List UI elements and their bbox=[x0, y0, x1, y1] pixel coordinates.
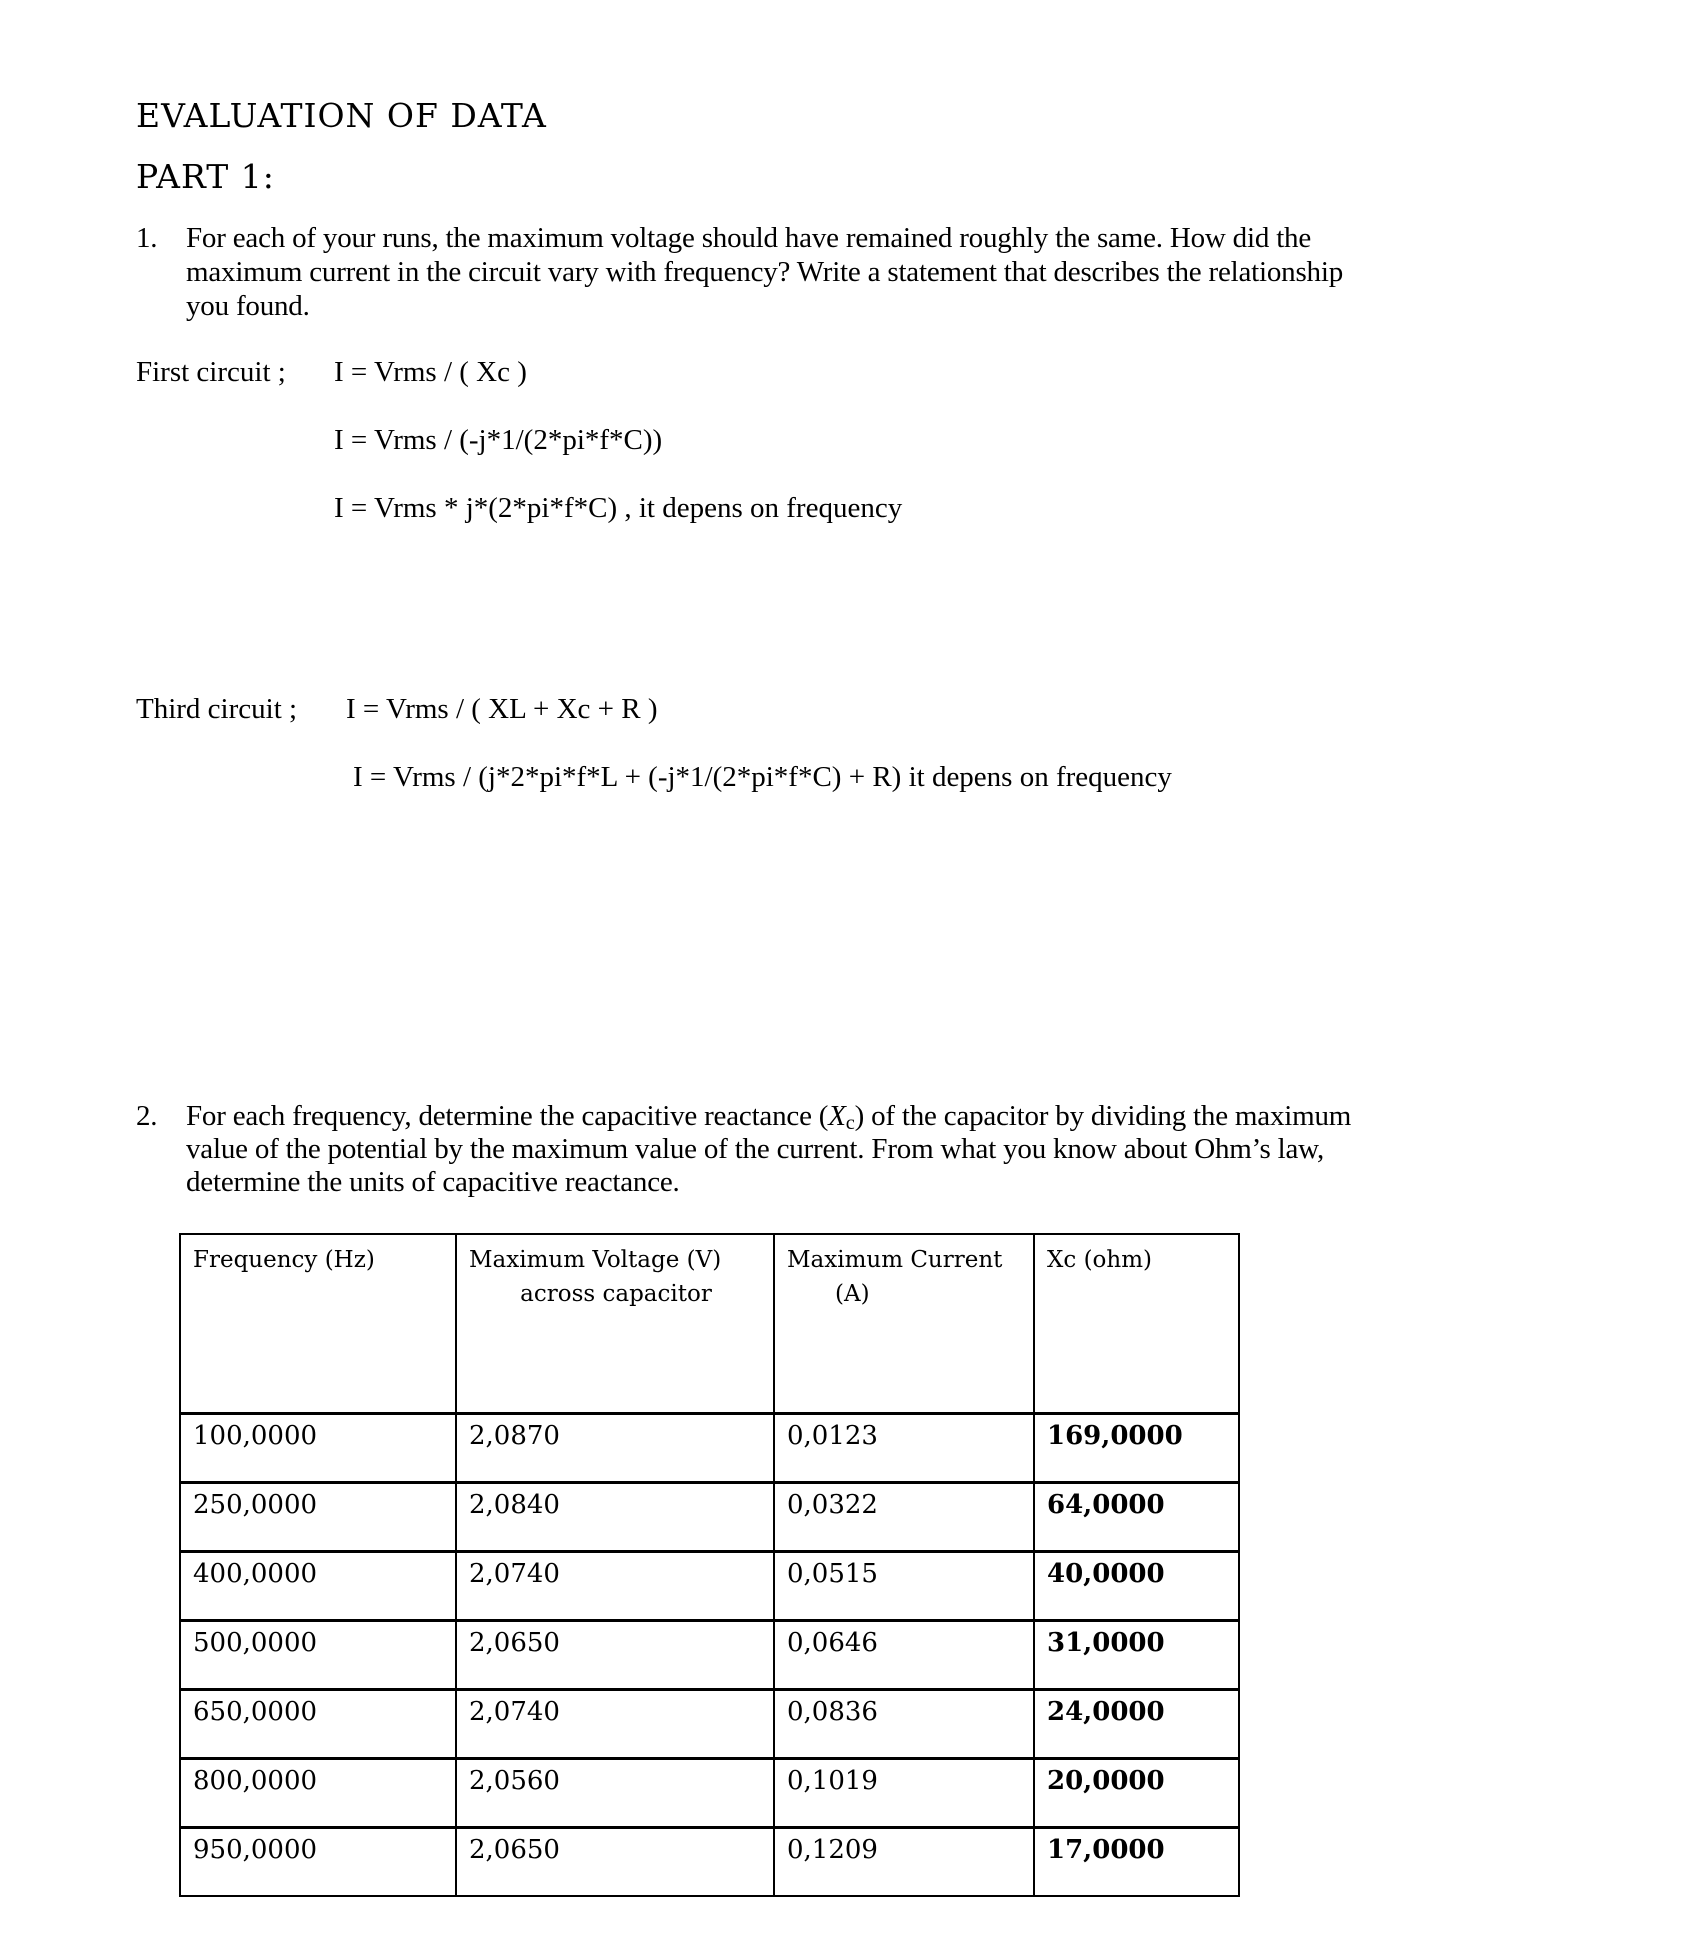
cell-current: 0,0646 bbox=[774, 1621, 1034, 1690]
cell-voltage: 2,0840 bbox=[456, 1483, 774, 1552]
header-current bbox=[774, 1234, 1034, 1414]
header-subtext: across capacitor bbox=[520, 1281, 712, 1307]
third-circuit-equation-2: I = Vrms / (j*2*pi*f*L + (-j*1/(2*pi*f*C) + R) it depens on frequency bbox=[353, 761, 1172, 793]
question-line: determine the units of capacitive reactance. bbox=[186, 1166, 680, 1198]
reactance-symbol: X bbox=[828, 1100, 846, 1132]
table-row bbox=[180, 1414, 1239, 1483]
cell-xc: 17,0000 bbox=[1034, 1828, 1239, 1897]
header-text: Maximum Voltage (V) bbox=[469, 1247, 722, 1273]
cell-voltage: 2,0560 bbox=[456, 1759, 774, 1828]
question-number: 2. bbox=[136, 1100, 158, 1132]
question-text: ) of the capacitor by dividing the maximum bbox=[854, 1100, 1352, 1132]
cell-current: 0,1019 bbox=[774, 1759, 1034, 1828]
cell-voltage: 2,0740 bbox=[456, 1690, 774, 1759]
header-text: Frequency (Hz) bbox=[193, 1247, 375, 1273]
cell-current: 0,0515 bbox=[774, 1552, 1034, 1621]
table-header-row bbox=[180, 1234, 1239, 1414]
question-line: maximum current in the circuit vary with frequency? Write a statement that describes the relationship bbox=[186, 256, 1344, 288]
first-circuit-label: First circuit ; bbox=[136, 356, 286, 388]
table-row bbox=[180, 1690, 1239, 1759]
document-title: EVALUATION OF DATA bbox=[136, 96, 547, 135]
cell-voltage: 2,0870 bbox=[456, 1414, 774, 1483]
question-line: value of the potential by the maximum value of the current. From what you know about Ohm’s law, bbox=[186, 1133, 1325, 1165]
question-number: 1. bbox=[136, 222, 158, 254]
cell-xc: 31,0000 bbox=[1034, 1621, 1239, 1690]
question-text: For each frequency, determine the capacitive reactance ( bbox=[186, 1100, 829, 1132]
cell-xc: 20,0000 bbox=[1034, 1759, 1239, 1828]
cell-current: 0,0836 bbox=[774, 1690, 1034, 1759]
first-circuit-equation-3: I = Vrms * j*(2*pi*f*C) , it depens on frequency bbox=[334, 492, 903, 524]
header-subtext: (A) bbox=[835, 1281, 870, 1307]
cell-voltage: 2,0650 bbox=[456, 1621, 774, 1690]
cell-xc: 24,0000 bbox=[1034, 1690, 1239, 1759]
cell-voltage: 2,0650 bbox=[456, 1828, 774, 1897]
first-circuit-equation-2: I = Vrms / (-j*1/(2*pi*f*C)) bbox=[334, 424, 663, 456]
cell-voltage: 2,0740 bbox=[456, 1552, 774, 1621]
cell-frequency: 100,0000 bbox=[180, 1414, 456, 1483]
third-circuit-equation-1: I = Vrms / ( XL + Xc + R ) bbox=[346, 693, 658, 725]
cell-frequency: 250,0000 bbox=[180, 1483, 456, 1552]
header-voltage bbox=[456, 1234, 774, 1414]
header-frequency bbox=[180, 1234, 456, 1414]
question-line: you found. bbox=[186, 290, 310, 322]
third-circuit-label: Third circuit ; bbox=[136, 693, 298, 725]
header-xc bbox=[1034, 1234, 1239, 1414]
cell-frequency: 400,0000 bbox=[180, 1552, 456, 1621]
cell-frequency: 950,0000 bbox=[180, 1828, 456, 1897]
header-text: Maximum Current bbox=[787, 1247, 1003, 1273]
cell-current: 0,0123 bbox=[774, 1414, 1034, 1483]
part-heading: PART 1: bbox=[136, 157, 275, 196]
table-row bbox=[180, 1759, 1239, 1828]
reactance-subscript: c bbox=[845, 1112, 855, 1134]
cell-xc: 169,0000 bbox=[1034, 1414, 1239, 1483]
cell-frequency: 500,0000 bbox=[180, 1621, 456, 1690]
table-row bbox=[180, 1828, 1239, 1897]
table-row bbox=[180, 1552, 1239, 1621]
question-line: For each of your runs, the maximum voltage should have remained roughly the same. How did the bbox=[186, 222, 1312, 254]
cell-current: 0,1209 bbox=[774, 1828, 1034, 1897]
header-text: Xc (ohm) bbox=[1047, 1247, 1152, 1273]
cell-current: 0,0322 bbox=[774, 1483, 1034, 1552]
cell-frequency: 800,0000 bbox=[180, 1759, 456, 1828]
first-circuit-equation-1: I = Vrms / ( Xc ) bbox=[334, 356, 527, 388]
cell-xc: 40,0000 bbox=[1034, 1552, 1239, 1621]
question-2 bbox=[136, 1100, 1656, 1210]
table-row bbox=[180, 1621, 1239, 1690]
reactance-table bbox=[179, 1233, 1240, 1897]
question-1 bbox=[136, 222, 1636, 332]
cell-xc: 64,0000 bbox=[1034, 1483, 1239, 1552]
table-row bbox=[180, 1483, 1239, 1552]
cell-frequency: 650,0000 bbox=[180, 1690, 456, 1759]
